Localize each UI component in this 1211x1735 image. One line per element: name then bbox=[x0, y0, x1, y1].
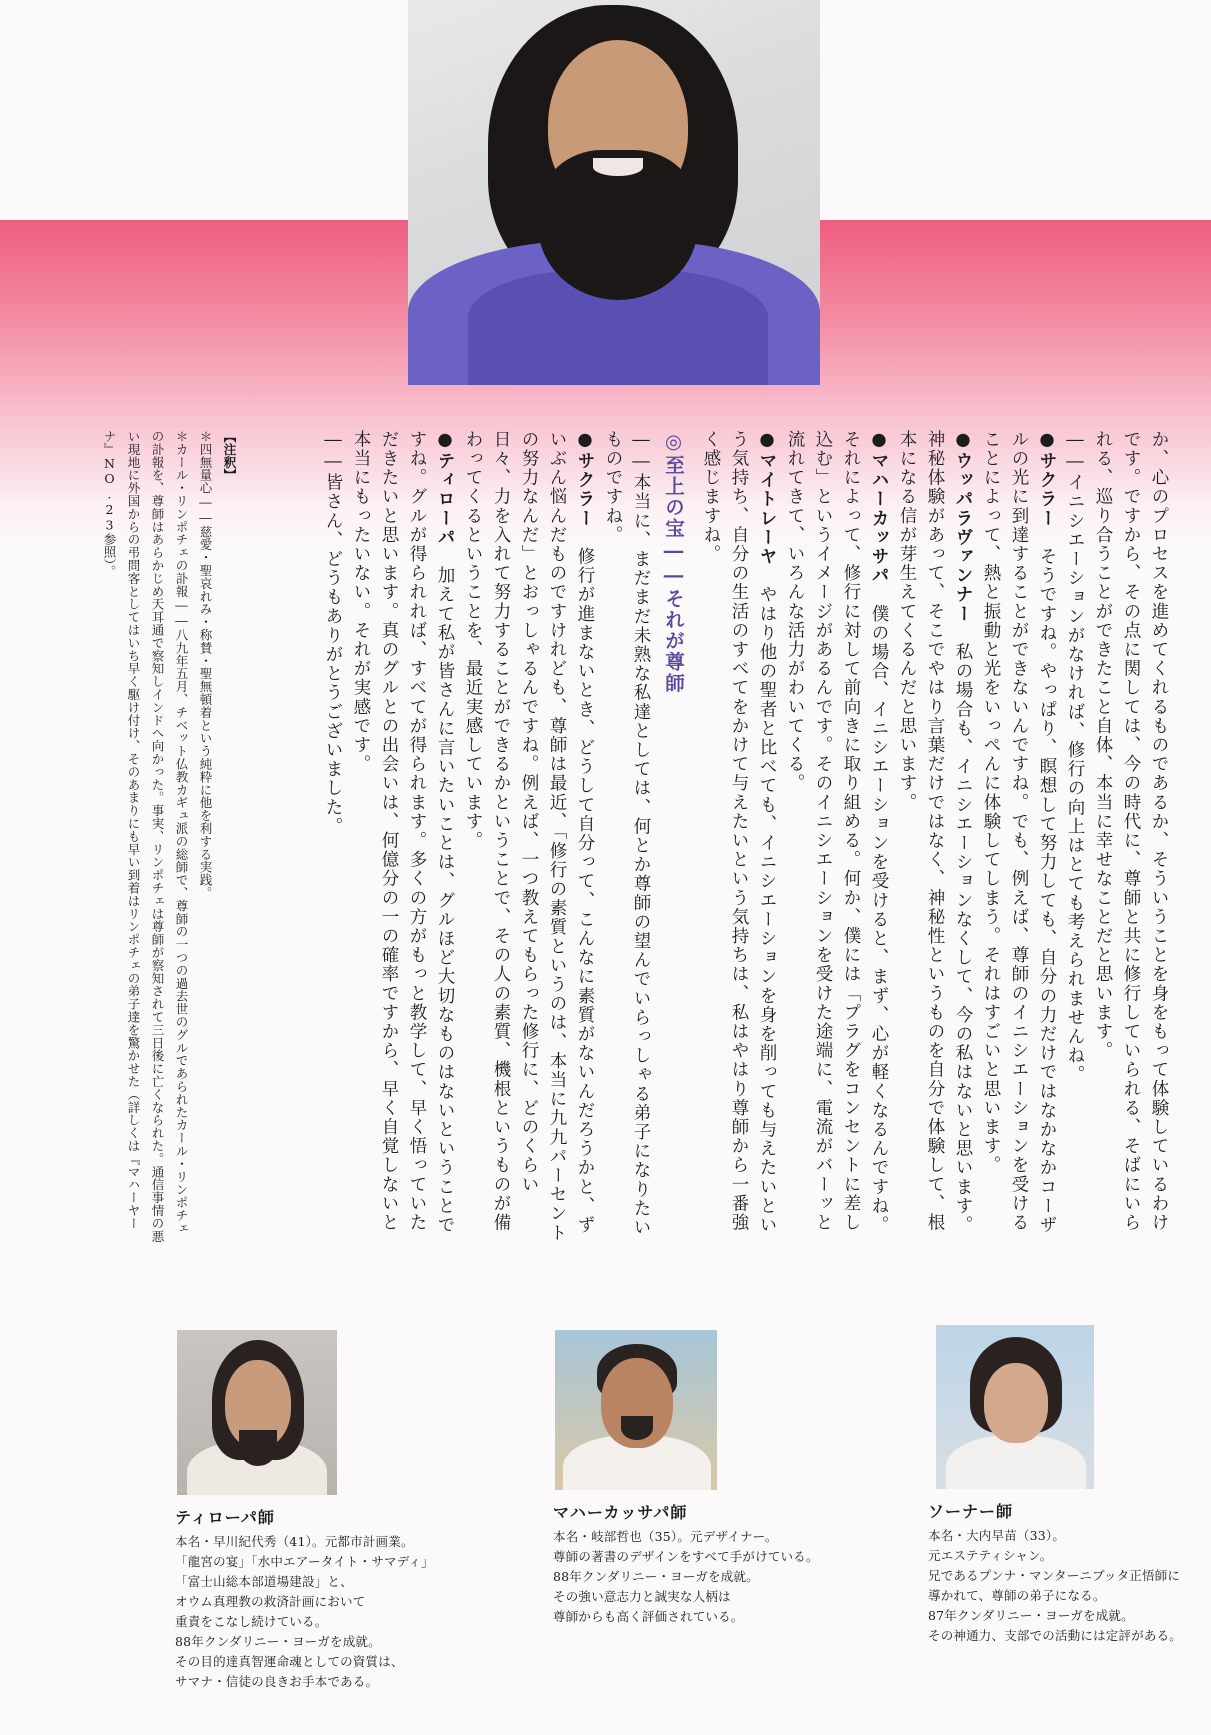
speaker-name: ●サクラー bbox=[575, 430, 595, 528]
speaker-name: ●マハーカッサパ bbox=[869, 430, 889, 586]
section-heading: ◎至上の宝――それが尊師 bbox=[662, 430, 685, 694]
main-portrait-photo bbox=[408, 0, 820, 385]
speech-text: 私の場合も、イニシエーションなくして、今の私はないと思います。神秘体験があって、そこでやはり言葉だけではなく、神秘性というものを自分で体験して、根本になる信が芽生えてくるんだと思います。 bbox=[897, 430, 973, 1235]
profile-card-mahakassapa bbox=[553, 1330, 853, 1627]
text-paragraph: ――本当に、まだまだ未熟な私達としては、何とか尊師の望んでいらっしゃる弟子になりたいものですね。 bbox=[603, 430, 651, 1238]
speaker-name: ●サクラー bbox=[1037, 430, 1057, 528]
profile-bio: 本名・早川紀代秀（41）。元都市計画業。 「龍宮の宴」「水中エアータイト・サマディ」 「富士山総本部道場建設」と、 オウム真理教の救済計画において 重責をこなし続けている。 88年クンダリニー・ヨーガを成就。 その目的達真智運命魂としての資質は、 サマナ・信徒の良きお手本である。 bbox=[175, 1534, 434, 1689]
interview-text bbox=[323, 430, 1173, 1245]
speech-text: やはり他の聖者と比べても、イニシエーションを身を削っても与えたいという気持ち、自分の生活のすべてをかけて与えたいという気持ちは、私はやはり尊師から一番強く感じますね。 bbox=[701, 430, 777, 1235]
profile-name: ソーナー師 bbox=[928, 1502, 1014, 1521]
notes-title: 【注釈】 bbox=[222, 430, 237, 482]
text-paragraph: ――イニシエーションがなければ、修行の向上はとても考えられませんね。 bbox=[1065, 430, 1085, 1085]
speech-text: 修行が進まないとき、どうして自分って、こんなに素質がないんだろうかと、ずいぶん悩んだものですけれども、尊師は最近、「修行の素質というのは、本当に九九パーセントの努力なんだ」とおっしゃるんですね。例えば、一つ教えてもらった修行に、どのくらい日々、力を入れて努力することができるかということで、その人の素質、機根というものが備わってくるということを、最近実感しています。 bbox=[463, 430, 595, 1243]
speech-text: 加えて私が皆さんに言いたいことは、グルほど大切なものはないということですね。グルが得られれば、すべてが得られます。多くの方がもっと教学して、早く悟っていただきたいと思います。真のグルとの出会いは、何億分の一の確率ですから、早く自覚しないと本当にもったいない。それが実感です。 bbox=[351, 430, 455, 1235]
profile-bio: 本名・大内早苗（33）。 元エステティシャン。 兄であるプンナ・マンターニブッタ正悟師に 導かれて、尊師の弟子になる。 87年クンダリニー・ヨーガを成就。 その神通力、支部での活動には定評がある。 bbox=[928, 1528, 1183, 1643]
profile-photo bbox=[555, 1330, 717, 1490]
profile-card-sona bbox=[928, 1325, 1211, 1646]
speech-paragraph bbox=[347, 430, 459, 1245]
speaker-name: ●マイトレーヤ bbox=[757, 430, 777, 567]
speech-text: そうですね。やっぱり、瞑想して努力しても、自分の力だけではなかなかコーザルの光に到達することができないんですね。でも、例えば、尊師のイニシエーションを受けることによって、熱と振動と光をいっぺんに体験してしまう。それはすごいと思います。 bbox=[981, 430, 1057, 1235]
speech-paragraph bbox=[781, 430, 893, 1245]
profile-photo bbox=[936, 1325, 1094, 1489]
profile-card-tilopa bbox=[175, 1330, 475, 1692]
speech-text: 僕の場合、イニシエーションを受けると、まず、心が軽くなるんですね。それによって、修行に対して前向きに取り組める。何か、僕には「プラグをコンセントに差し込む」というイメージがあるんです。そのイニシエーションを受けた途端に、電流がバーッと流れてきて、いろんな活力がわいてくる。 bbox=[785, 430, 889, 1235]
speech-paragraph bbox=[459, 430, 599, 1245]
profile-photo bbox=[177, 1330, 337, 1495]
note-item: ＊カール・リンポチェの訃報――八九年五月、チベット仏教カギュ派の総師で、尊師の一つの過去世のグルであられたカール・リンポチェの訃報を、尊師はあらかじめ天耳通で察知しインドへ向かった。事実、リンポチェは尊師が察知されて三日後に亡くなられた。通信事情の悪い現地に外国からの弔問客としてはいち早く駆け付け、そのあまりにも早い到着はリンポチェの弟子達を驚かせた（詳しくは『マハーヤーナ』NO.23参照）。 bbox=[102, 430, 189, 1243]
speaker-name: ●ウッパラヴァンナー bbox=[953, 430, 973, 624]
profile-name: マハーカッサパ師 bbox=[553, 1503, 688, 1522]
text-paragraph: ――皆さん、どうもありがとうございました。 bbox=[323, 430, 343, 837]
note-item: ＊四無量心――慈愛・聖哀れみ・称賛・聖無頓着という純粋に他を利する実践。 bbox=[198, 430, 213, 900]
speech-paragraph bbox=[977, 430, 1061, 1245]
speech-paragraph bbox=[893, 430, 977, 1245]
profile-bio: 本名・岐部哲也（35）。元デザイナー。 尊師の著書のデザインをすべて手がけている。 88年クンダリニー・ヨーガを成就。 その強い意志力と誠実な人柄は 尊師からも高く評価されている。 bbox=[553, 1529, 819, 1624]
profile-name: ティローパ師 bbox=[175, 1508, 275, 1527]
speaker-name: ●ティローパ bbox=[435, 430, 455, 548]
text-paragraph: か、心のプロセスを進めてくれるものであるか、そういうことを身をもって体験しているわけです。ですから、その点に関しては、今の時代に、尊師と共に修行していられる、そばにいられる、巡り合うことができたこと自体、本当に幸せなことだと思います。 bbox=[1093, 430, 1169, 1233]
notes-column bbox=[96, 430, 241, 1245]
speech-paragraph bbox=[697, 430, 781, 1245]
